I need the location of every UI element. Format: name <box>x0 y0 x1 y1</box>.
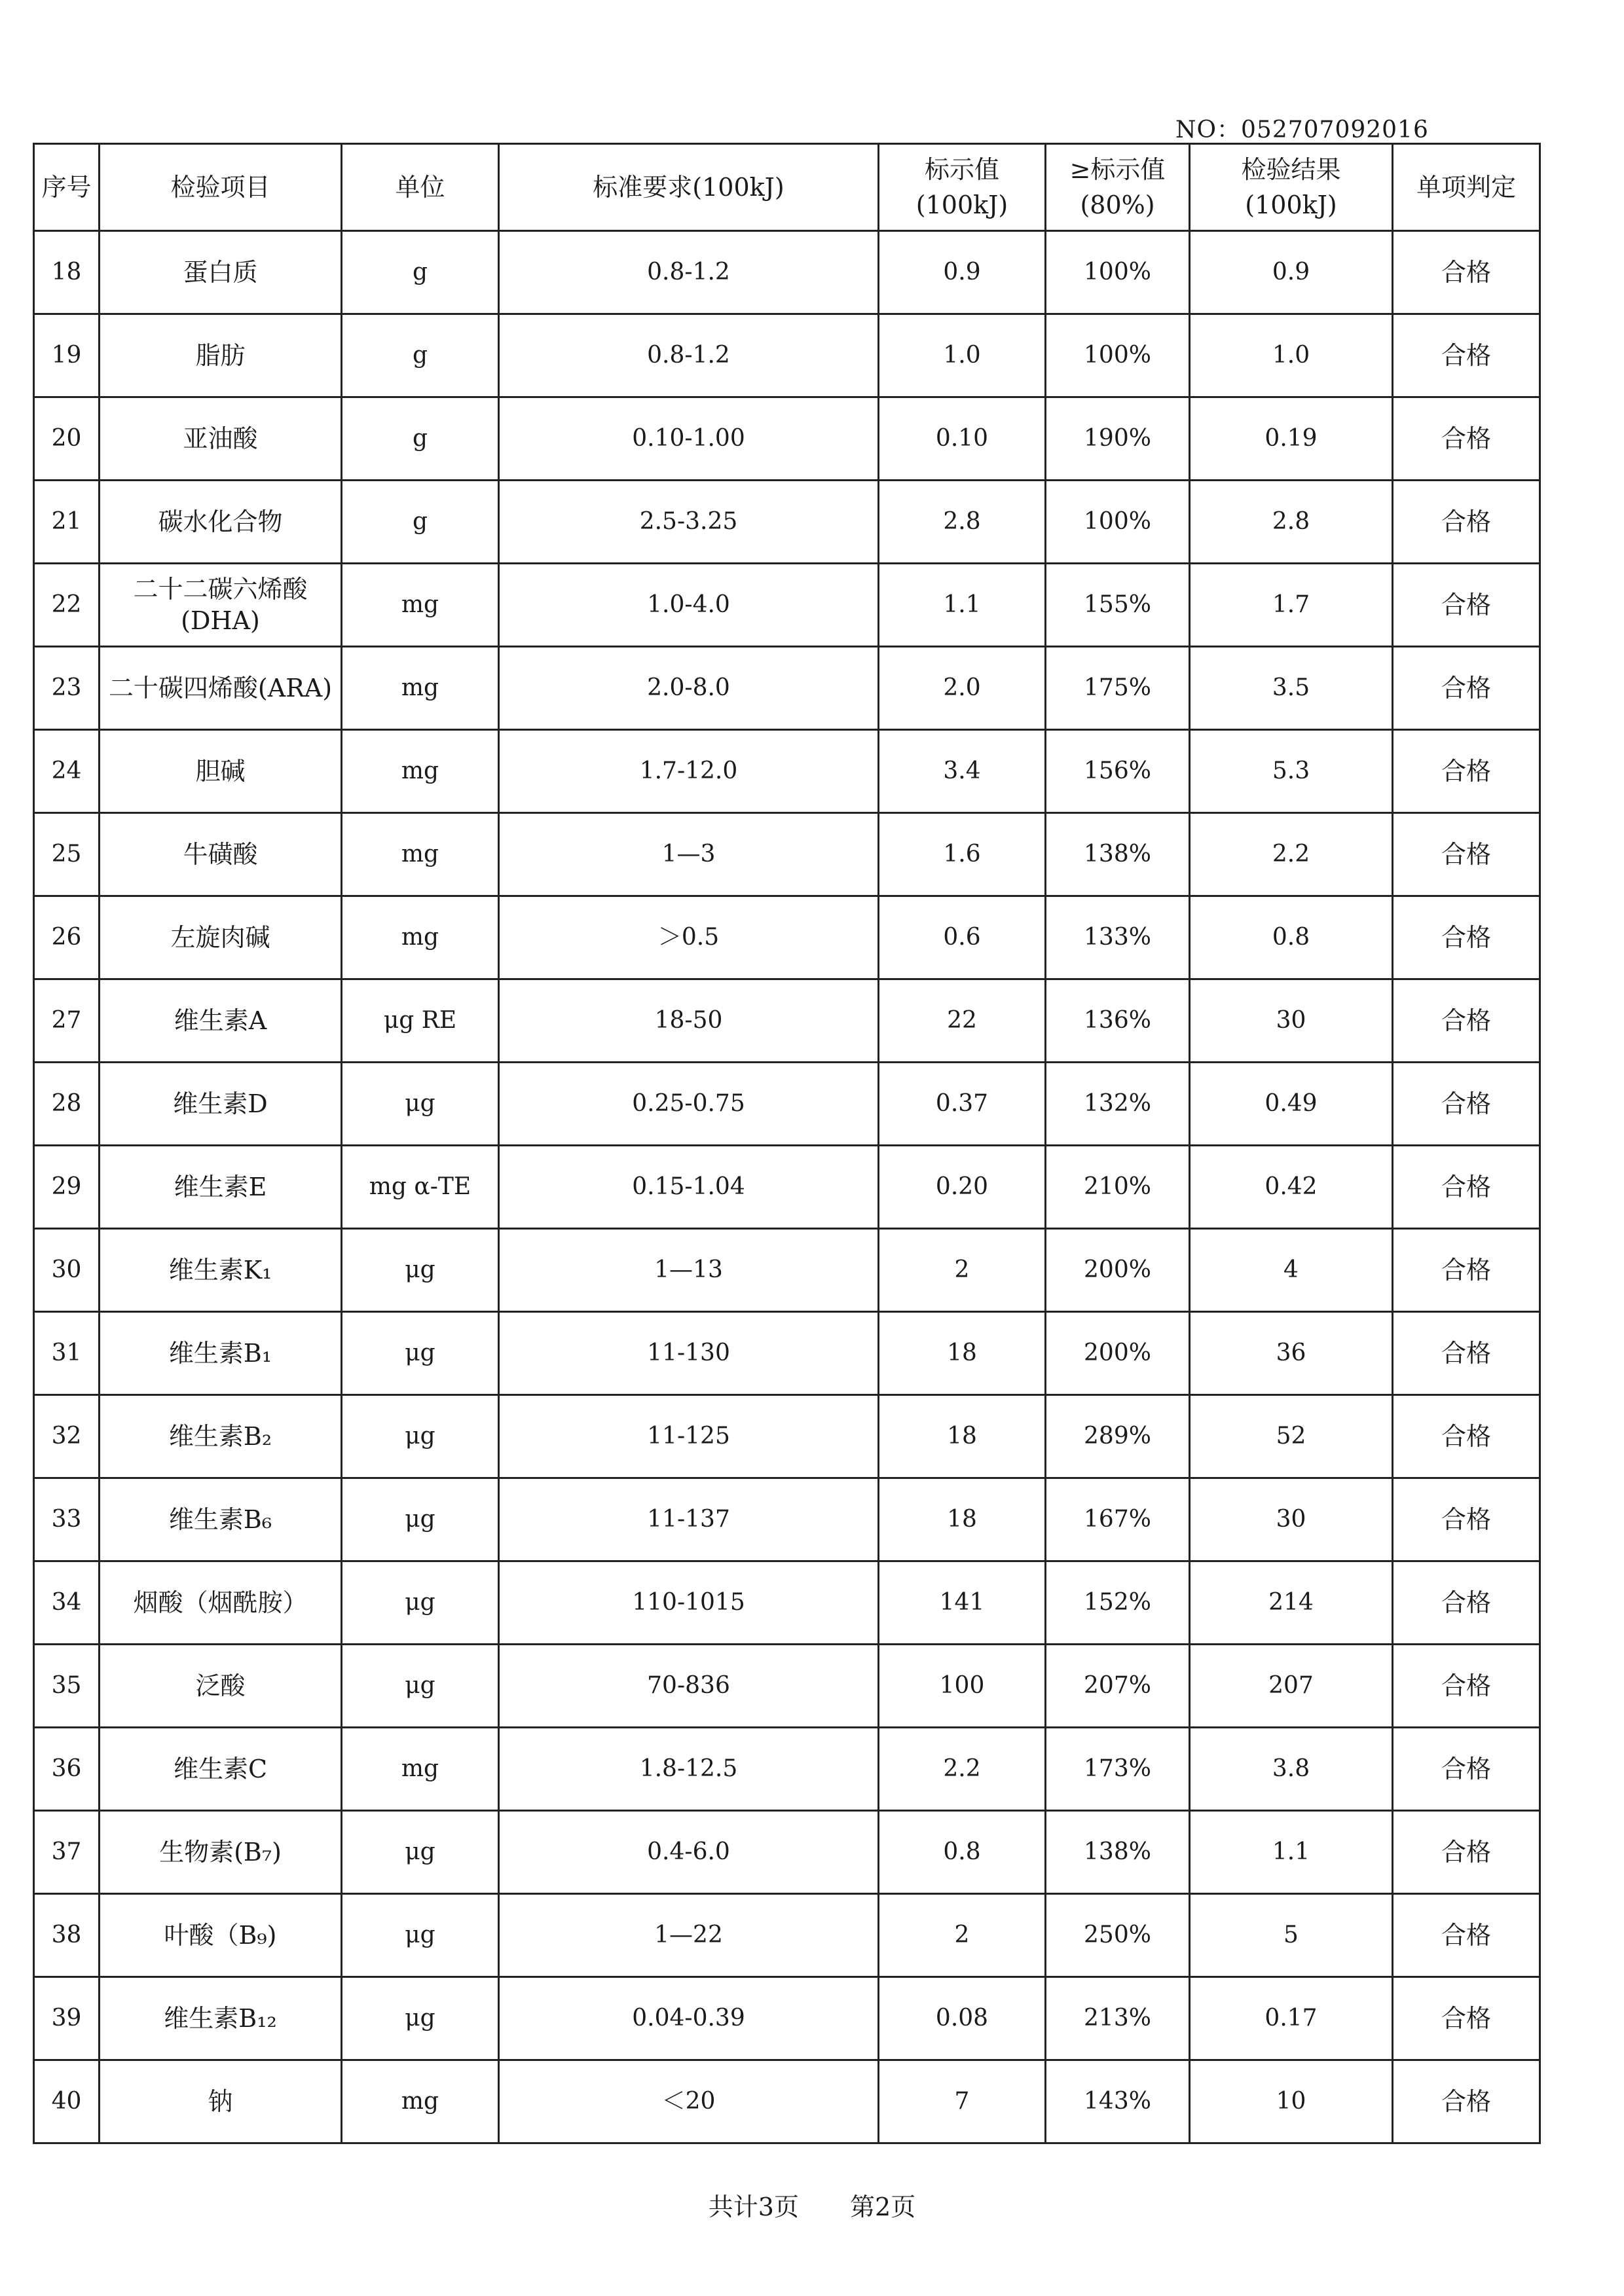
cell-judgement: 合格 <box>1393 1811 1540 1894</box>
cell-seq: 29 <box>34 1146 100 1229</box>
cell-unit: mg <box>342 647 499 730</box>
cell-judgement: 合格 <box>1393 1728 1540 1811</box>
cell-item: 脂肪 <box>100 314 342 397</box>
cell-seq: 40 <box>34 2060 100 2143</box>
cell-label-value: 18 <box>879 1478 1046 1561</box>
header-label-value-line1: 标示值 <box>924 155 999 184</box>
cell-unit: g <box>342 397 499 481</box>
cell-unit: μg <box>342 1478 499 1561</box>
cell-seq: 36 <box>34 1728 100 1811</box>
header-result-line2: (100kJ) <box>1245 191 1337 219</box>
cell-item: 维生素B₁ <box>100 1312 342 1395</box>
header-standard: 标准要求(100kJ) <box>499 144 879 231</box>
cell-result: 3.8 <box>1190 1728 1393 1811</box>
header-result-line1: 检验结果 <box>1241 155 1341 184</box>
cell-judgement: 合格 <box>1393 481 1540 564</box>
cell-judgement: 合格 <box>1393 1146 1540 1229</box>
table-row <box>34 1395 1540 1478</box>
cell-ratio: 156% <box>1046 730 1190 813</box>
cell-result: 2.2 <box>1190 813 1393 896</box>
cell-unit: mg <box>342 564 499 647</box>
header-result <box>1190 144 1393 231</box>
cell-judgement: 合格 <box>1393 1312 1540 1395</box>
cell-standard: 1.8-12.5 <box>499 1728 879 1811</box>
cell-item: 烟酸（烟酰胺） <box>100 1561 342 1645</box>
cell-standard: 1.7-12.0 <box>499 730 879 813</box>
cell-seq: 20 <box>34 397 100 481</box>
cell-result: 0.17 <box>1190 1977 1393 2060</box>
table-body <box>34 231 1540 2143</box>
cell-result: 30 <box>1190 1478 1393 1561</box>
cell-ratio: 200% <box>1046 1312 1190 1395</box>
cell-unit: μg <box>342 1063 499 1146</box>
inspection-results-table <box>33 143 1541 2144</box>
cell-ratio: 190% <box>1046 397 1190 481</box>
cell-judgement: 合格 <box>1393 1395 1540 1478</box>
cell-item: 胆碱 <box>100 730 342 813</box>
cell-label-value: 7 <box>879 2060 1046 2143</box>
cell-ratio: 173% <box>1046 1728 1190 1811</box>
header-unit: 单位 <box>342 144 499 231</box>
cell-label-value: 0.08 <box>879 1977 1046 2060</box>
cell-item: 钠 <box>100 2060 342 2143</box>
cell-item: 维生素K₁ <box>100 1229 342 1312</box>
table-row <box>34 1229 1540 1312</box>
cell-judgement: 合格 <box>1393 1063 1540 1146</box>
current-page: 第2页 <box>850 2193 916 2221</box>
cell-label-value: 22 <box>879 979 1046 1063</box>
page-footer <box>0 2187 1624 2223</box>
cell-unit: μg RE <box>342 979 499 1063</box>
cell-label-value: 3.4 <box>879 730 1046 813</box>
cell-judgement: 合格 <box>1393 813 1540 896</box>
cell-result: 1.1 <box>1190 1811 1393 1894</box>
cell-item: 维生素B₁₂ <box>100 1977 342 2060</box>
cell-judgement: 合格 <box>1393 1894 1540 1977</box>
cell-judgement: 合格 <box>1393 397 1540 481</box>
cell-result: 5 <box>1190 1894 1393 1977</box>
cell-judgement: 合格 <box>1393 1478 1540 1561</box>
cell-item: 亚油酸 <box>100 397 342 481</box>
cell-label-value: 2.8 <box>879 481 1046 564</box>
cell-unit: mg α-TE <box>342 1146 499 1229</box>
cell-item: 维生素B₆ <box>100 1478 342 1561</box>
table-row <box>34 730 1540 813</box>
cell-result: 0.49 <box>1190 1063 1393 1146</box>
cell-seq: 24 <box>34 730 100 813</box>
cell-item: 叶酸（B₉) <box>100 1894 342 1977</box>
cell-standard: 110-1015 <box>499 1561 879 1645</box>
cell-result: 1.7 <box>1190 564 1393 647</box>
cell-item: 碳水化合物 <box>100 481 342 564</box>
cell-ratio: 213% <box>1046 1977 1190 2060</box>
cell-result: 0.42 <box>1190 1146 1393 1229</box>
cell-standard: 1—3 <box>499 813 879 896</box>
cell-unit: μg <box>342 1645 499 1728</box>
cell-standard: 0.4-6.0 <box>499 1811 879 1894</box>
header-label-value-line2: (100kJ) <box>915 191 1008 219</box>
header-ratio <box>1046 144 1190 231</box>
table-row <box>34 1146 1540 1229</box>
cell-label-value: 0.10 <box>879 397 1046 481</box>
cell-standard: 1—22 <box>499 1894 879 1977</box>
cell-judgement: 合格 <box>1393 2060 1540 2143</box>
cell-item: 牛磺酸 <box>100 813 342 896</box>
cell-standard: 0.8-1.2 <box>499 231 879 314</box>
cell-item: 维生素D <box>100 1063 342 1146</box>
cell-seq: 18 <box>34 231 100 314</box>
cell-seq: 33 <box>34 1478 100 1561</box>
table-row <box>34 896 1540 979</box>
cell-standard: 0.04-0.39 <box>499 1977 879 2060</box>
cell-unit: μg <box>342 1561 499 1645</box>
cell-result: 30 <box>1190 979 1393 1063</box>
table-row <box>34 1894 1540 1977</box>
cell-seq: 39 <box>34 1977 100 2060</box>
cell-ratio: 136% <box>1046 979 1190 1063</box>
cell-judgement: 合格 <box>1393 730 1540 813</box>
cell-ratio: 155% <box>1046 564 1190 647</box>
table-row <box>34 1977 1540 2060</box>
cell-standard: 11-125 <box>499 1395 879 1478</box>
cell-ratio: 138% <box>1046 1811 1190 1894</box>
cell-seq: 28 <box>34 1063 100 1146</box>
table-header-row <box>34 144 1540 231</box>
cell-label-value: 100 <box>879 1645 1046 1728</box>
header-ratio-line2: (80%) <box>1080 191 1155 219</box>
cell-unit: mg <box>342 1728 499 1811</box>
cell-judgement: 合格 <box>1393 1561 1540 1645</box>
cell-result: 36 <box>1190 1312 1393 1395</box>
cell-item: 维生素A <box>100 979 342 1063</box>
report-number: NO：052707092016 <box>1175 117 1429 143</box>
cell-unit: mg <box>342 896 499 979</box>
cell-seq: 31 <box>34 1312 100 1395</box>
table-row <box>34 314 1540 397</box>
cell-label-value: 2.2 <box>879 1728 1046 1811</box>
cell-standard: 11-137 <box>499 1478 879 1561</box>
cell-unit: μg <box>342 1395 499 1478</box>
cell-seq: 35 <box>34 1645 100 1728</box>
cell-ratio: 100% <box>1046 314 1190 397</box>
cell-standard: 11-130 <box>499 1312 879 1395</box>
cell-standard: 0.25-0.75 <box>499 1063 879 1146</box>
cell-label-value: 2.0 <box>879 647 1046 730</box>
cell-standard: 70-836 <box>499 1645 879 1728</box>
cell-unit: μg <box>342 1229 499 1312</box>
cell-label-value: 2 <box>879 1894 1046 1977</box>
cell-unit: μg <box>342 1977 499 2060</box>
cell-judgement: 合格 <box>1393 1977 1540 2060</box>
cell-result: 1.0 <box>1190 314 1393 397</box>
cell-judgement: 合格 <box>1393 1645 1540 1728</box>
cell-item: 二十碳四烯酸(ARA) <box>100 647 342 730</box>
table-row <box>34 1645 1540 1728</box>
header-ratio-line1: ≥标示值 <box>1069 155 1166 184</box>
cell-judgement: 合格 <box>1393 231 1540 314</box>
cell-ratio: 200% <box>1046 1229 1190 1312</box>
cell-ratio: 100% <box>1046 481 1190 564</box>
cell-label-value: 1.6 <box>879 813 1046 896</box>
cell-ratio: 250% <box>1046 1894 1190 1977</box>
table-row <box>34 397 1540 481</box>
cell-standard: 2.5-3.25 <box>499 481 879 564</box>
cell-label-value: 1.0 <box>879 314 1046 397</box>
cell-seq: 21 <box>34 481 100 564</box>
cell-result: 3.5 <box>1190 647 1393 730</box>
table-row <box>34 231 1540 314</box>
cell-item: 二十二碳六烯酸 (DHA) <box>100 564 342 647</box>
cell-standard: 0.10-1.00 <box>499 397 879 481</box>
cell-seq: 19 <box>34 314 100 397</box>
cell-result: 2.8 <box>1190 481 1393 564</box>
cell-seq: 30 <box>34 1229 100 1312</box>
cell-ratio: 207% <box>1046 1645 1190 1728</box>
cell-item: 维生素C <box>100 1728 342 1811</box>
cell-result: 52 <box>1190 1395 1393 1478</box>
cell-judgement: 合格 <box>1393 896 1540 979</box>
cell-label-value: 0.8 <box>879 1811 1046 1894</box>
cell-seq: 34 <box>34 1561 100 1645</box>
cell-label-value: 2 <box>879 1229 1046 1312</box>
cell-standard: 18-50 <box>499 979 879 1063</box>
cell-ratio: 210% <box>1046 1146 1190 1229</box>
cell-item: 维生素B₂ <box>100 1395 342 1478</box>
table-row <box>34 647 1540 730</box>
table-row <box>34 2060 1540 2143</box>
cell-result: 207 <box>1190 1645 1393 1728</box>
cell-judgement: 合格 <box>1393 1229 1540 1312</box>
cell-ratio: 289% <box>1046 1395 1190 1478</box>
cell-result: 10 <box>1190 2060 1393 2143</box>
cell-label-value: 0.6 <box>879 896 1046 979</box>
table-row <box>34 481 1540 564</box>
total-pages: 共计3页 <box>708 2193 799 2221</box>
cell-ratio: 175% <box>1046 647 1190 730</box>
cell-ratio: 133% <box>1046 896 1190 979</box>
cell-label-value: 0.37 <box>879 1063 1046 1146</box>
header-seq: 序号 <box>34 144 100 231</box>
cell-label-value: 18 <box>879 1312 1046 1395</box>
cell-label-value: 0.9 <box>879 231 1046 314</box>
cell-judgement: 合格 <box>1393 314 1540 397</box>
cell-judgement: 合格 <box>1393 564 1540 647</box>
header-item: 检验项目 <box>100 144 342 231</box>
cell-unit: mg <box>342 813 499 896</box>
cell-standard: 2.0-8.0 <box>499 647 879 730</box>
cell-ratio: 143% <box>1046 2060 1190 2143</box>
cell-result: 0.8 <box>1190 896 1393 979</box>
cell-unit: μg <box>342 1312 499 1395</box>
cell-result: 214 <box>1190 1561 1393 1645</box>
cell-item: 蛋白质 <box>100 231 342 314</box>
header-judgement: 单项判定 <box>1393 144 1540 231</box>
table-row <box>34 564 1540 647</box>
cell-unit: μg <box>342 1811 499 1894</box>
cell-judgement: 合格 <box>1393 979 1540 1063</box>
cell-seq: 26 <box>34 896 100 979</box>
table-row <box>34 1728 1540 1811</box>
cell-unit: g <box>342 314 499 397</box>
cell-ratio: 138% <box>1046 813 1190 896</box>
cell-standard: 1.0-4.0 <box>499 564 879 647</box>
table-row <box>34 1063 1540 1146</box>
cell-unit: g <box>342 481 499 564</box>
cell-result: 5.3 <box>1190 730 1393 813</box>
cell-standard: 1—13 <box>499 1229 879 1312</box>
cell-seq: 38 <box>34 1894 100 1977</box>
table-row <box>34 813 1540 896</box>
cell-result: 0.9 <box>1190 231 1393 314</box>
table-row <box>34 979 1540 1063</box>
cell-item: 泛酸 <box>100 1645 342 1728</box>
cell-seq: 25 <box>34 813 100 896</box>
cell-label-value: 18 <box>879 1395 1046 1478</box>
cell-ratio: 167% <box>1046 1478 1190 1561</box>
cell-standard: ＞0.5 <box>499 896 879 979</box>
cell-standard: 0.8-1.2 <box>499 314 879 397</box>
table-row <box>34 1478 1540 1561</box>
cell-seq: 32 <box>34 1395 100 1478</box>
table-row <box>34 1561 1540 1645</box>
cell-seq: 22 <box>34 564 100 647</box>
table-row <box>34 1312 1540 1395</box>
cell-result: 4 <box>1190 1229 1393 1312</box>
cell-ratio: 132% <box>1046 1063 1190 1146</box>
cell-unit: mg <box>342 2060 499 2143</box>
cell-seq: 23 <box>34 647 100 730</box>
cell-ratio: 152% <box>1046 1561 1190 1645</box>
cell-label-value: 0.20 <box>879 1146 1046 1229</box>
cell-unit: mg <box>342 730 499 813</box>
header-label-value <box>879 144 1046 231</box>
cell-label-value: 141 <box>879 1561 1046 1645</box>
cell-unit: g <box>342 231 499 314</box>
cell-item: 生物素(B₇) <box>100 1811 342 1894</box>
cell-item: 维生素E <box>100 1146 342 1229</box>
cell-ratio: 100% <box>1046 231 1190 314</box>
cell-item: 左旋肉碱 <box>100 896 342 979</box>
cell-judgement: 合格 <box>1393 647 1540 730</box>
cell-result: 0.19 <box>1190 397 1393 481</box>
cell-standard: ＜20 <box>499 2060 879 2143</box>
cell-seq: 27 <box>34 979 100 1063</box>
cell-unit: μg <box>342 1894 499 1977</box>
cell-standard: 0.15-1.04 <box>499 1146 879 1229</box>
cell-seq: 37 <box>34 1811 100 1894</box>
table-row <box>34 1811 1540 1894</box>
cell-label-value: 1.1 <box>879 564 1046 647</box>
